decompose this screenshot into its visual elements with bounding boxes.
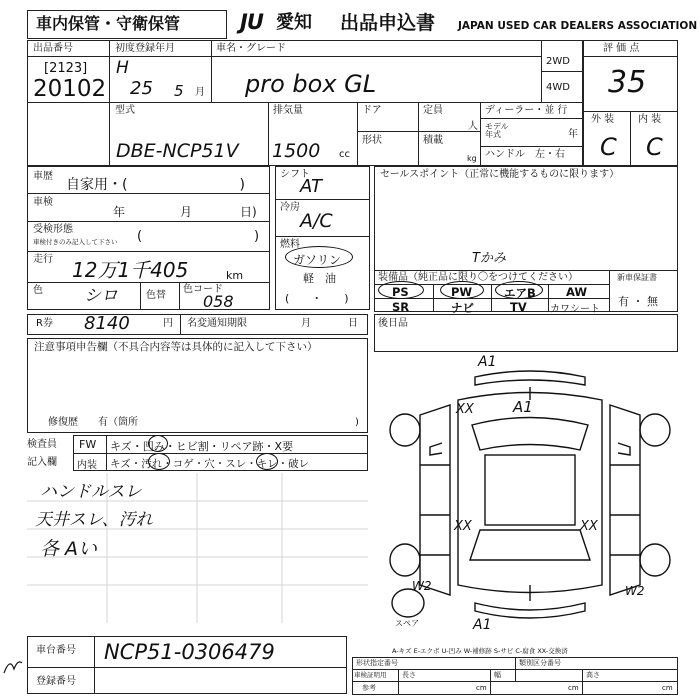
equip-tv: TV xyxy=(510,300,527,314)
recycle-value: 8140 xyxy=(84,313,130,334)
shape-label: 形状 xyxy=(362,135,382,146)
load-label: 積載 xyxy=(423,135,443,146)
mark-hood: A1 xyxy=(513,398,533,416)
registration-year: 25 xyxy=(130,78,153,99)
mark-front-left: XX xyxy=(456,402,474,417)
recycle-label: R券 xyxy=(36,318,53,329)
spec-width: 幅 xyxy=(494,671,501,679)
sales-points-label: セールスポイント（正常に機能するものに限ります） xyxy=(380,169,620,180)
interior-label: 内 装 xyxy=(638,114,662,125)
chassis-label: 車台番号 xyxy=(36,645,76,656)
prev-type-label: 受検形態 xyxy=(33,224,73,235)
prev-type-sub: 車検付きのみ記入して下さい xyxy=(33,238,118,246)
mileage-value: 12万1千405 xyxy=(72,258,189,282)
color-value: シロ xyxy=(84,286,118,306)
history-value: 自家用・( ) xyxy=(66,177,245,193)
mark-front: A1 xyxy=(478,354,497,370)
form-title: 出品申込書 xyxy=(340,12,436,34)
spec-class-number: 類別区分番号 xyxy=(519,659,561,667)
spec-shape-number: 形状指定番号 xyxy=(356,659,398,667)
load-unit: kg xyxy=(467,154,477,163)
registration-month: 5 xyxy=(174,82,184,100)
equip-aw: AW xyxy=(566,285,588,299)
inspector-row1: キズ・凹み・ヒビ割・リペア跡・X要 xyxy=(110,440,294,453)
mark-rear: A1 xyxy=(473,617,492,633)
car-name-label: 車名・グレード xyxy=(216,43,286,54)
exterior-label: 外 装 xyxy=(591,114,615,125)
spec-reference: 参考 xyxy=(362,684,376,692)
lot-sub-number: [2123] xyxy=(44,61,88,76)
grade-value: 35 xyxy=(608,65,647,100)
inspector-circle-dirt xyxy=(148,453,170,470)
handwritten-note-2: 天井スレ、汚れ xyxy=(35,510,153,530)
diagram-spare-tire xyxy=(392,589,424,617)
name-change-month: 月 xyxy=(301,318,311,329)
equip-ps: PS xyxy=(392,285,409,299)
registration-label: 初度登録年月 xyxy=(115,43,175,54)
mileage-unit: km xyxy=(226,269,244,282)
prev-type-close: ) xyxy=(254,229,260,244)
shift-label: シフト xyxy=(280,169,310,180)
reg-number-label: 登録番号 xyxy=(36,676,76,687)
mark-rear-left: XX xyxy=(454,519,472,534)
inspector-label-1: 検査員 xyxy=(27,439,57,450)
spare-label: スペア xyxy=(395,619,419,628)
shift-value: AT xyxy=(300,176,322,197)
equipment-note: Tかみ xyxy=(472,251,506,266)
fuel-paren: ( ・ ) xyxy=(285,292,349,305)
lot-number: 20102 xyxy=(33,76,107,102)
mark-rear-right: XX xyxy=(580,519,598,534)
association-name: JAPAN USED CAR DEALERS ASSOCIATION xyxy=(458,20,698,32)
fuel-gas: ガソリン xyxy=(293,253,342,267)
diagram-right-side xyxy=(610,405,640,595)
chassis-value: NCP51-0306479 xyxy=(104,640,275,664)
inspector-circle-dent xyxy=(148,435,168,452)
diagram-wheel-rl xyxy=(390,544,420,576)
diagram-left-side xyxy=(420,405,450,595)
history-label: 車歴 xyxy=(33,171,53,182)
new-warranty-value: 有 ・ 無 xyxy=(618,295,658,308)
later-items-label: 後日品 xyxy=(378,318,408,329)
spec-unit-1: cm xyxy=(476,684,487,692)
car-name-value: pro box GL xyxy=(245,70,377,98)
diagram-front-bumper xyxy=(475,371,585,385)
equip-airbag: エアB xyxy=(504,286,536,300)
ju-logo: JU xyxy=(240,10,263,34)
spec-height: 高さ xyxy=(586,671,600,679)
handwritten-note-3: 各 Aい xyxy=(40,538,98,560)
prev-type-open: ( xyxy=(137,229,143,244)
spec-length: 長さ xyxy=(402,671,416,679)
equip-navi: ナビ xyxy=(451,301,474,315)
inspection-day-unit: 日) xyxy=(240,205,257,219)
margin-mark xyxy=(2,655,24,675)
inspector-interior: 内装 xyxy=(77,460,97,471)
later-items-block xyxy=(374,314,678,352)
equip-seat: カワシート xyxy=(550,304,600,315)
new-warranty-label: 新車保証書 xyxy=(617,273,657,282)
ac-label: 冷房 xyxy=(280,202,300,213)
inspection-year-unit: 年 xyxy=(113,205,126,219)
model-label: 型式 xyxy=(115,105,135,116)
inspector-fw: FW xyxy=(79,438,97,451)
equipment-label: 装備品（純正品に限り〇をつけてください） xyxy=(378,272,578,283)
region-label: 愛知 xyxy=(276,12,312,33)
name-change-label: 名変通知期限 xyxy=(187,318,247,329)
equip-sr: SR xyxy=(392,300,410,314)
displacement-value: 1500 xyxy=(272,140,321,162)
mileage-label: 走行 xyxy=(33,254,53,265)
dealer-label: ディーラー・並 行 xyxy=(485,105,568,116)
diagram-wheel-rr xyxy=(640,544,670,576)
capacity-unit: 人 xyxy=(468,121,478,132)
fuel-diesel: 軽 油 xyxy=(303,272,336,285)
mark-w-left: W2 xyxy=(412,579,432,593)
shift-block xyxy=(275,166,370,310)
displacement-label: 排気量 xyxy=(273,105,303,116)
diagram-rear-glass xyxy=(470,530,590,560)
ac-value: A/C xyxy=(300,210,333,232)
diagram-wheel-fl xyxy=(390,414,420,446)
color-code-value: 058 xyxy=(203,292,234,311)
storage-note: 車内保管・守衛保管 xyxy=(36,14,181,33)
exterior-value: C xyxy=(600,133,617,161)
diagram-roof xyxy=(485,455,575,525)
registration-era: H xyxy=(116,58,129,78)
registration-month-unit: 月 xyxy=(195,87,205,98)
inspector-circle-rub xyxy=(256,453,278,470)
equip-pw: PW xyxy=(451,285,473,299)
color-code-label: 色コード xyxy=(183,284,223,295)
name-change-day: 日 xyxy=(348,318,358,329)
inspector-label-2: 記入欄 xyxy=(27,457,57,468)
model-year-unit: 年 xyxy=(568,129,578,140)
capacity-label: 定員 xyxy=(423,105,443,116)
recycle-unit: 円 xyxy=(163,318,173,329)
color-label: 色 xyxy=(33,285,43,296)
inspection-month-unit: 月 xyxy=(180,205,193,219)
diagram-windscreen xyxy=(472,418,588,451)
interior-value: C xyxy=(646,133,663,161)
inspector-row2: キズ・汚れ・コゲ・穴・スレ・キレ・破レ xyxy=(110,458,310,470)
diagram-rear-bumper xyxy=(475,603,585,618)
doors-label: ドア xyxy=(362,105,382,116)
spec-cert: 車検証明用 xyxy=(354,671,387,679)
model-year-label: モデル年式 xyxy=(485,122,509,139)
lot-label: 出品番号 xyxy=(33,43,73,54)
spec-unit-2: cm xyxy=(568,684,579,692)
handle-label: ハンドル 左・右 xyxy=(485,149,565,160)
grade-label: 評 価 点 xyxy=(603,43,640,54)
mark-w-right: W2 xyxy=(625,584,645,598)
color-change-label: 色替 xyxy=(146,290,166,301)
displacement-unit: cc xyxy=(339,149,350,160)
handwritten-note-1: ハンドルスレ xyxy=(40,482,142,502)
notes-label: 注意事項申告欄（不具合内容等は具体的に記入して下さい） xyxy=(34,341,318,353)
drive-4wd: 4WD xyxy=(546,82,570,93)
drive-2wd: 2WD xyxy=(546,56,570,67)
repair-label: 修復歴 有（箇所 xyxy=(48,417,138,428)
damage-legend: A-キズ E-エクボ U-凹み W-補修跡 S-サビ C-腐食 XX-交換済 xyxy=(392,647,568,655)
spec-unit-3: cm xyxy=(662,684,673,692)
diagram-wheel-fr xyxy=(640,414,670,446)
model-value: DBE-NCP51V xyxy=(116,140,239,162)
repair-close: ) xyxy=(355,417,359,428)
fuel-label: 燃料 xyxy=(280,239,300,250)
inspection-label: 車検 xyxy=(33,197,53,208)
